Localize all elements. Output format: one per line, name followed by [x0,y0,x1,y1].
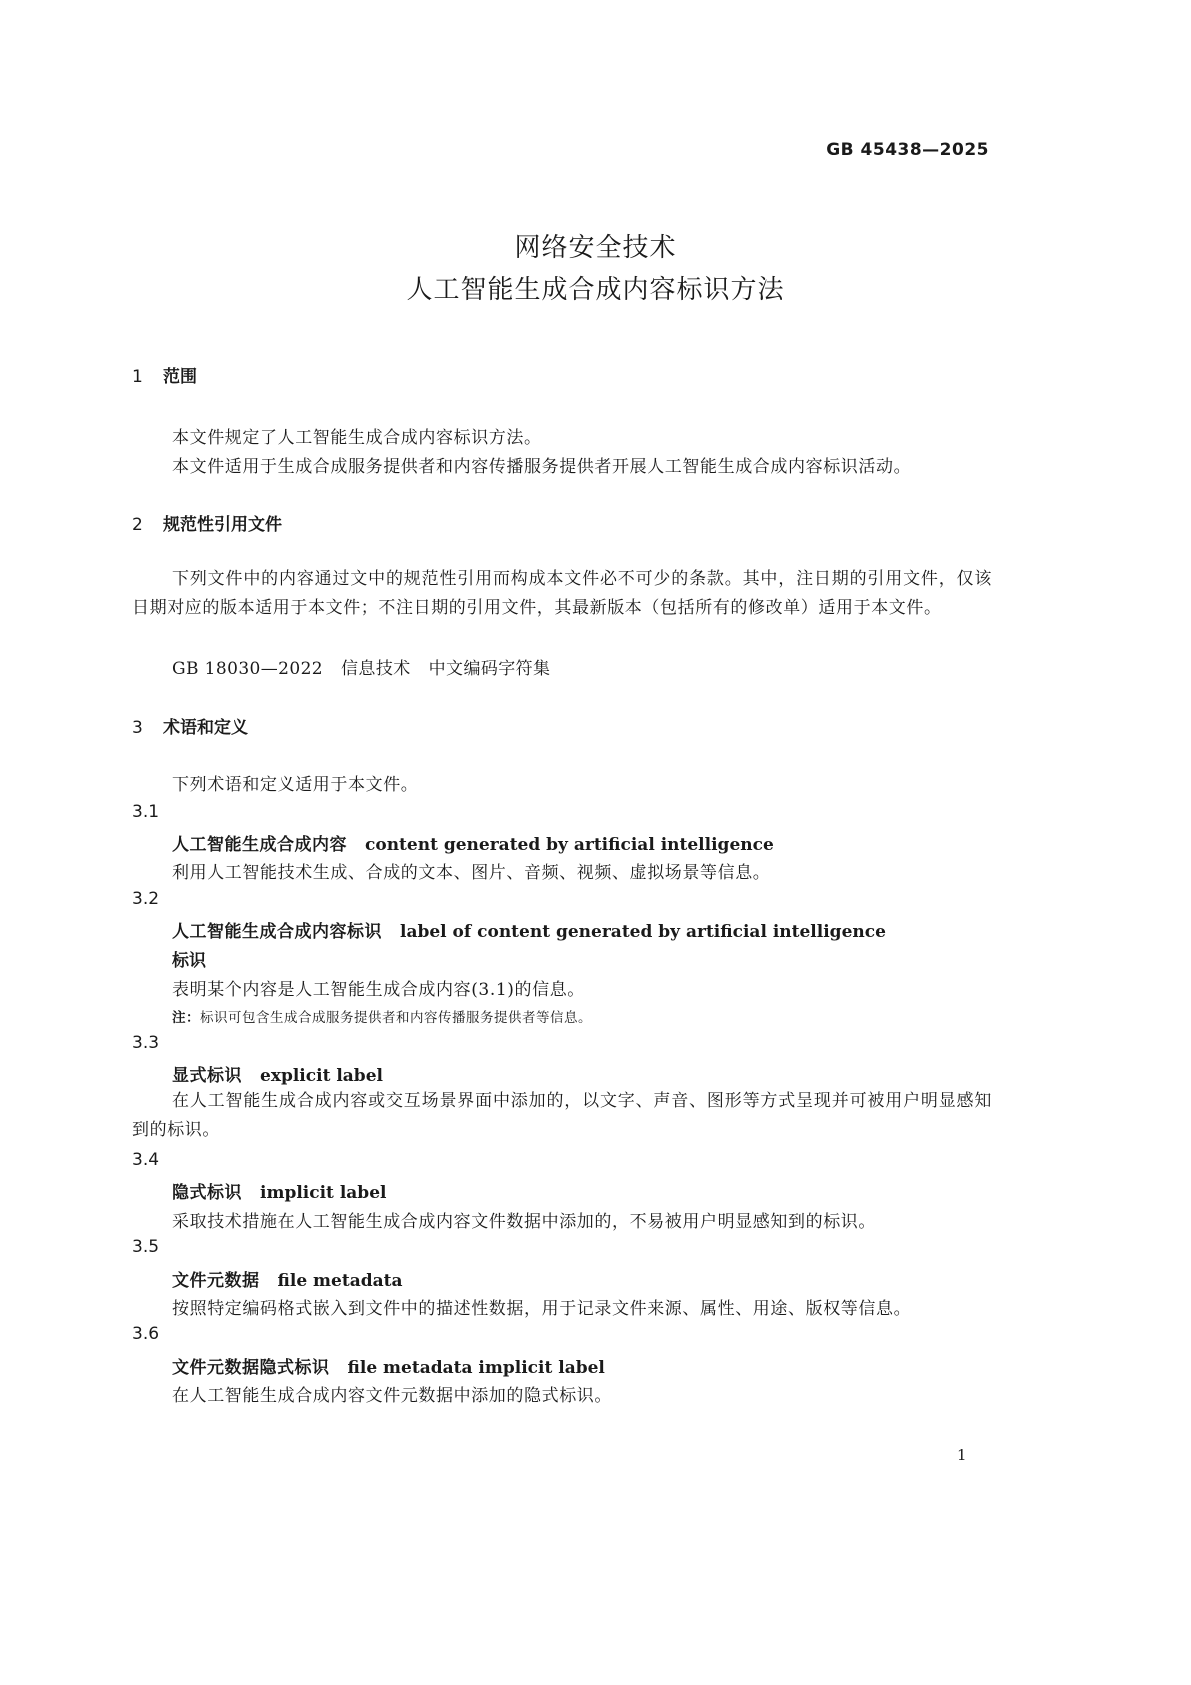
terms-intro: 下列术语和定义适用于本文件。 [172,775,419,795]
term-synonym: 标识 [172,951,206,971]
term-en: label of content generated by artificial intelligence [400,922,886,942]
term-en: file metadata implicit label [347,1358,605,1378]
term-heading [172,830,774,855]
scope-paragraph-2: 本文件适用于生成合成服务提供者和内容传播服务提供者开展人工智能生成合成内容标识活动。 [172,457,912,477]
term-number: 3.6 [132,1324,160,1344]
section-title: 范围 [163,367,197,387]
term-definition: 利用人工智能技术生成、合成的文本、图片、音频、视频、虚拟场景等信息。 [172,863,771,883]
scope-paragraph-1: 本文件规定了人工智能生成合成内容标识方法。 [172,428,542,448]
term-number: 3.5 [132,1237,160,1257]
term-en: explicit label [260,1066,383,1086]
section-number: 3 [132,718,143,738]
term-zh: 显式标识 [172,1066,242,1086]
term-number: 3.3 [132,1033,160,1053]
term-heading [172,1061,383,1086]
term-definition: 在人工智能生成合成内容文件元数据中添加的隐式标识。 [172,1386,612,1406]
term-en: content generated by artificial intelligence [365,835,774,855]
note-text: 标识可包含生成合成服务提供者和内容传播服务提供者等信息。 [200,1010,592,1026]
term-en: file metadata [277,1271,403,1291]
section-heading-terms [132,713,248,738]
reference-code: GB 18030—2022 [172,659,324,679]
term-number: 3.1 [132,802,160,822]
term-number: 3.2 [132,889,160,909]
section-title: 术语和定义 [163,718,248,738]
term-zh: 文件元数据隐式标识 [172,1358,330,1378]
normative-references-paragraph: 下列文件中的内容通过文中的规范性引用而构成本文件必不可少的条款。其中，注日期的引用文件，仅该日期对应的版本适用于本文件；不注日期的引用文件，其最新版本（包括所有的修改单）适用于本文件。 [132,569,992,618]
section-title: 规范性引用文件 [163,515,282,535]
term-heading [172,1266,403,1291]
section-number: 2 [132,515,143,535]
term-definition: 表明某个内容是人工智能生成合成内容(3.1)的信息。 [172,980,585,1000]
term-number: 3.4 [132,1150,160,1170]
document-title-line2: 人工智能生成合成内容标识方法 [406,275,785,305]
term-zh: 人工智能生成合成内容 [172,835,347,855]
document-title-line1: 网络安全技术 [514,233,677,263]
term-zh: 隐式标识 [172,1183,242,1203]
page-number: 1 [957,1446,967,1464]
section-heading-normative-references [132,510,282,535]
note-label: 注： [172,1010,200,1026]
term-definition: 采取技术措施在人工智能生成合成内容文件数据中添加的，不易被用户明显感知到的标识。 [172,1212,876,1232]
term-zh: 文件元数据 [172,1271,260,1291]
term-definition: 按照特定编码格式嵌入到文件中的描述性数据，用于记录文件来源、属性、用途、版权等信息。 [172,1299,912,1319]
reference-title-part1: 信息技术 [341,659,411,679]
term-heading [172,1178,386,1203]
reference-title-part2: 中文编码字符集 [428,659,551,679]
standard-number: GB 45438—2025 [826,140,989,160]
term-zh: 人工智能生成合成内容标识 [172,922,382,942]
term-definition: 在人工智能生成合成内容或交互场景界面中添加的，以文字、声音、图形等方式呈现并可被用户明显感知到的标识。 [132,1091,992,1140]
section-heading-scope [132,362,197,387]
section-number: 1 [132,367,143,387]
term-heading [172,1353,605,1378]
term-note [172,1006,592,1026]
term-en: implicit label [260,1183,387,1203]
reference-item [172,654,550,679]
term-heading [172,917,886,942]
